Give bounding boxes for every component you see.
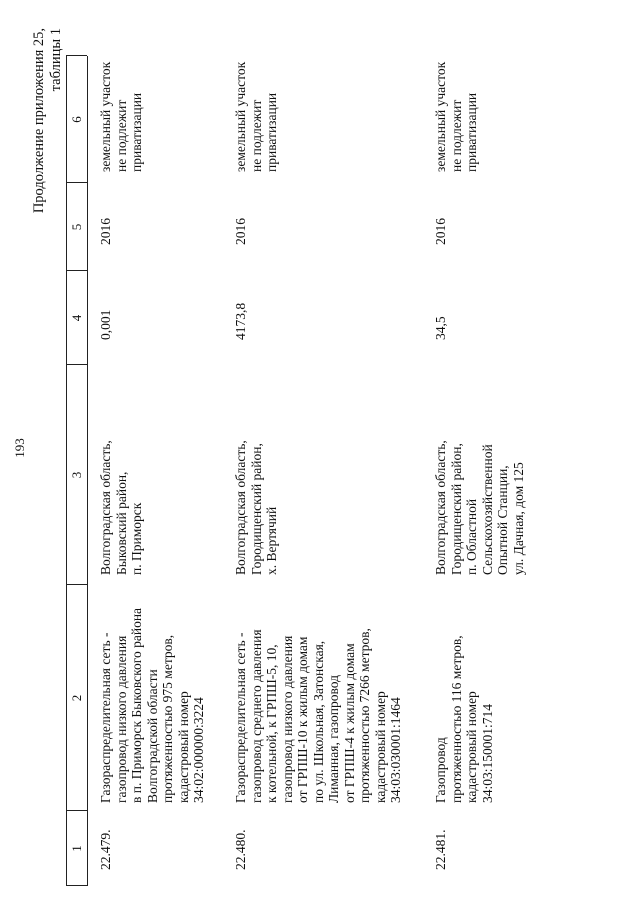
object-note: земельный участок не подлежит приватизации	[98, 61, 144, 172]
object-note: земельный участок не подлежит приватизации	[233, 61, 279, 172]
object-note: земельный участок не подлежит приватизации	[433, 61, 479, 172]
object-name: Газопровод протяженностью 116 метров, кадастровый номер 34:03:150001:714	[433, 635, 495, 803]
col-header-3: 3	[69, 471, 84, 479]
page-number: 193	[12, 438, 27, 458]
object-address: Волгоградская область, Быковский район, п. Приморск	[98, 440, 144, 575]
row-number: 22.479.	[98, 829, 113, 870]
object-address: Волгоградская область, Городищенский район, п. Областной Сельскохозяйственной Опытной Станции, ул. Дачная, дом 125	[433, 440, 526, 575]
header-bottom-border	[87, 56, 88, 886]
row-number: 22.480.	[233, 829, 248, 870]
col-header-5: 5	[69, 223, 84, 231]
object-year: 2016	[98, 218, 113, 245]
object-name: Газораспределительная сеть - газопровод среднего давления к котельной, к ГРПШ-5, 10, газопровод низкого давления от ГРПШ-10 к жилым домам по ул. Школьная, Затонская, Лиманная, газопровод от ГРПШ-4 к жилым домам протяженностью 7266 метров, кадастровый номер 34:03:030001:1464	[233, 628, 403, 803]
object-value: 4173,8	[233, 302, 248, 340]
row-number: 22.481.	[433, 829, 448, 870]
col-header-1: 1	[69, 845, 84, 852]
object-year: 2016	[433, 218, 448, 245]
col-header-4: 4	[69, 314, 84, 322]
object-year: 2016	[233, 218, 248, 245]
continuation-line-1: Продолжение приложения 25,	[31, 28, 47, 214]
col-header-6: 6	[69, 116, 84, 123]
continuation-note	[31, 28, 65, 213]
object-name: Газораспределительная сеть - газопровод низкого давления в п. Приморск Быковского района Волгоградской области протяженностью 975 метров, кадастровый номер 34:02:000000:3224	[98, 607, 206, 803]
continuation-line-2: таблицы 1	[48, 28, 64, 92]
col-header-2: 2	[69, 694, 84, 702]
object-address: Волгоградская область, Городищенский район, х. Вертячий	[233, 440, 279, 575]
object-value: 0,001	[98, 309, 113, 340]
object-value: 34,5	[433, 316, 448, 340]
